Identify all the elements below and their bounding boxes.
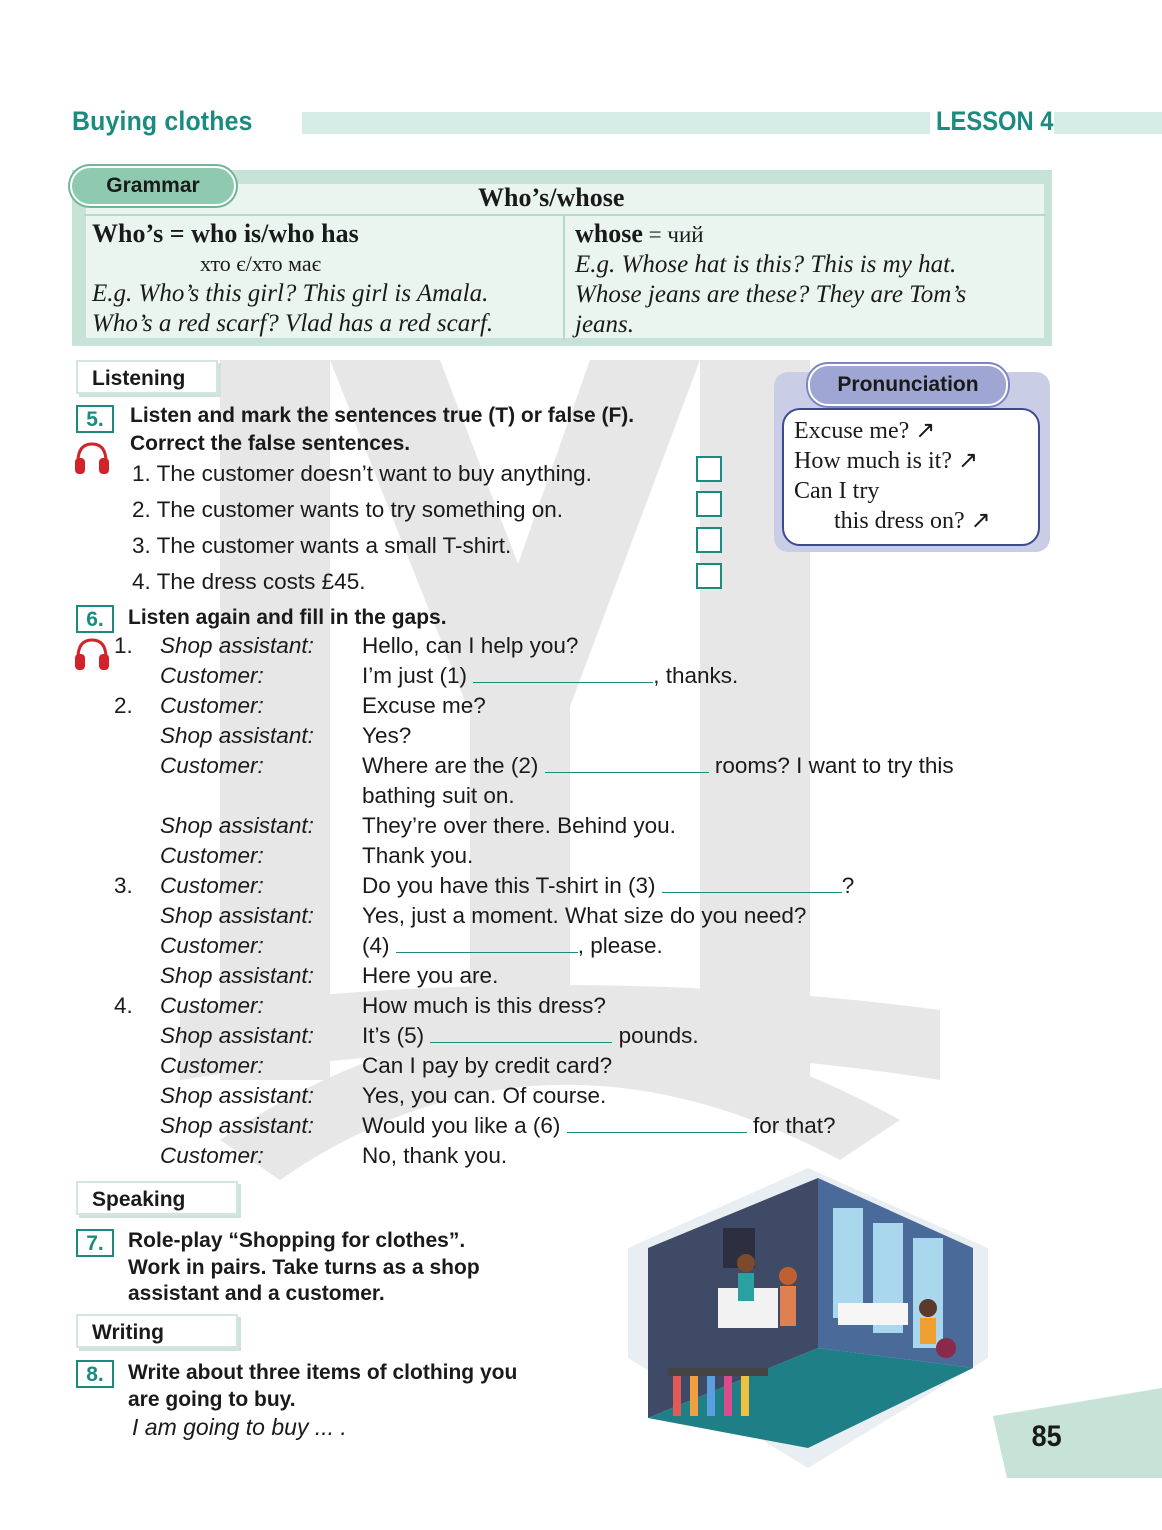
exercise-7-instruction	[128, 1228, 480, 1308]
statement-2: 2. The customer wants to try something on.	[132, 497, 564, 522]
pron-line-2: How much is it? ↗	[794, 448, 979, 474]
section-label-speaking: Speaking	[76, 1181, 238, 1215]
statement-4: 4. The dress costs £45.	[132, 569, 366, 594]
dialogue-line	[362, 933, 663, 959]
answer-checkbox-4[interactable]	[696, 563, 722, 589]
dialogue-speaker: Shop assistant:	[160, 633, 314, 658]
exercise-8-prompt: I am going to buy ... .	[132, 1414, 347, 1440]
dialogue-line	[362, 783, 515, 809]
dialogue-text: Excuse me?	[362, 693, 486, 718]
dialogue-text-after-gap: , thanks.	[653, 663, 739, 688]
exercise-5-instruction-1: Listen and mark the sentences true (T) or false (F).	[130, 404, 635, 427]
dialogue-text: Do you have this T-shirt in (3)	[362, 873, 662, 898]
dialogue-speaker: Customer:	[160, 693, 264, 718]
exercise-7-line-1: Role-play “Shopping for clothes”.	[128, 1229, 466, 1252]
statement-3: 3. The customer wants a small T-shirt.	[132, 533, 512, 558]
rule-whose: whose = чий	[575, 219, 704, 248]
dialogue-text-after-gap: rooms? I want to try this	[708, 753, 954, 778]
dialogue-line	[362, 753, 954, 779]
pron-line-1: Excuse me? ↗	[794, 418, 936, 444]
dialogue-text: Would you like a (6)	[362, 1113, 567, 1138]
dialogue-line	[362, 633, 578, 659]
headphones-icon[interactable]	[72, 636, 112, 672]
answer-checkbox-3[interactable]	[696, 527, 722, 553]
dialogue-line	[362, 1053, 612, 1079]
exercise-number-5: 5.	[76, 405, 114, 433]
exercise-8-instruction	[128, 1359, 517, 1413]
dialogue-line	[362, 1143, 507, 1169]
dialogue-speaker: Customer:	[160, 843, 264, 868]
answer-checkbox-1[interactable]	[696, 456, 722, 482]
dialogue-line	[362, 1083, 606, 1109]
dialogue-number: 3.	[114, 873, 133, 898]
dialogue-text: Yes?	[362, 723, 412, 748]
pronunciation-tab: Pronunciation	[808, 364, 1008, 406]
dialogue-text: It’s (5)	[362, 1023, 431, 1048]
dialogue-speaker: Shop assistant:	[160, 1083, 314, 1108]
page-number: 85	[1031, 1420, 1062, 1453]
exercise-number-8: 8.	[76, 1360, 114, 1388]
statement-1: 1. The customer doesn’t want to buy anything.	[132, 461, 592, 486]
exercise-7-line-3: assistant and a customer.	[128, 1282, 385, 1305]
headphones-icon[interactable]	[72, 440, 112, 476]
fill-in-gap[interactable]	[473, 664, 653, 683]
grammar-heading: Who’s/whose	[478, 183, 625, 212]
dialogue-line	[362, 843, 473, 869]
dialogue-text-after-gap: ?	[841, 873, 855, 898]
answer-checkbox-2[interactable]	[696, 491, 722, 517]
pron-line-3: Can I try	[794, 478, 880, 504]
section-label-writing: Writing	[76, 1314, 238, 1348]
dialogue-text: They’re over there. Behind you.	[362, 813, 676, 838]
exercise-8-line-1: Write about three items of clothing you	[128, 1361, 518, 1384]
dialogue-text: Can I pay by credit card?	[362, 1053, 613, 1078]
dialogue-speaker: Shop assistant:	[160, 903, 314, 928]
dialogue-text: How much is this dress?	[362, 993, 606, 1018]
exercise-number-6: 6.	[76, 605, 114, 633]
dialogue-text-after-gap: , please.	[577, 933, 663, 958]
grammar-tab: Grammar	[70, 166, 236, 206]
grammar-left-column	[92, 219, 562, 339]
dialogue-speaker: Customer:	[160, 1053, 264, 1078]
fill-in-gap[interactable]	[662, 874, 842, 893]
grammar-divider	[84, 214, 1046, 216]
section-label-listening: Listening	[76, 360, 218, 394]
dialogue-text: Where are the (2)	[362, 753, 545, 778]
dialogue-text-after-gap: for that?	[746, 1113, 836, 1138]
dialogue-speaker: Customer:	[160, 663, 264, 688]
dialogue-number: 1.	[114, 633, 133, 658]
dialogue-text: I’m just (1)	[362, 663, 474, 688]
dialogue-speaker: Customer:	[160, 753, 264, 778]
header-bar-right	[1054, 112, 1162, 134]
exercise-8-line-2: are going to buy.	[128, 1388, 296, 1411]
example-whose-3: jeans.	[575, 311, 635, 338]
dialogue-number: 4.	[114, 993, 133, 1018]
dialogue-text-after-gap: pounds.	[612, 1023, 699, 1048]
dialogue-line	[362, 813, 676, 839]
dialogue-text: Yes, just a moment. What size do you need?	[362, 903, 807, 928]
dialogue-number: 2.	[114, 693, 133, 718]
clothing-shop-illustration	[628, 1168, 988, 1468]
grammar-right-column	[575, 219, 1045, 340]
dialogue-line	[362, 903, 806, 929]
dialogue-speaker: Shop assistant:	[160, 1113, 314, 1138]
pronunciation-text	[794, 416, 991, 536]
example-whos-1: E.g. Who’s this girl? This girl is Amala.	[92, 280, 489, 307]
exercise-number-7: 7.	[76, 1229, 114, 1257]
example-whos-2: Who’s a red scarf? Vlad has a red scarf.	[92, 310, 494, 337]
dialogue-text: Here you are.	[362, 963, 499, 988]
exercise-5-instruction-2: Correct the false sentences.	[130, 432, 411, 455]
dialogue-line	[362, 663, 738, 689]
dialogue-speaker: Customer:	[160, 993, 264, 1018]
dialogue-speaker: Shop assistant:	[160, 963, 314, 988]
fill-in-gap[interactable]	[545, 754, 709, 773]
lesson-label: LESSON 4	[936, 106, 1054, 136]
exercise-6-instruction: Listen again and fill in the gaps.	[128, 606, 447, 629]
header-bar	[302, 112, 930, 134]
dialogue-line	[362, 993, 606, 1019]
dialogue-line	[362, 1113, 836, 1139]
dialogue-speaker: Customer:	[160, 873, 264, 898]
dialogue-line	[362, 963, 498, 989]
page-number-badge	[993, 1388, 1162, 1478]
fill-in-gap[interactable]	[396, 934, 578, 953]
dialogue-line	[362, 1023, 699, 1049]
exercise-7-line-2: Work in pairs. Take turns as a shop	[128, 1255, 480, 1279]
dialogue-speaker: Shop assistant:	[160, 813, 314, 838]
dialogue-line	[362, 873, 854, 899]
example-whose-1: E.g. Whose hat is this? This is my hat.	[575, 251, 957, 278]
dialogue-speaker: Shop assistant:	[160, 723, 314, 748]
grammar-column-divider	[563, 216, 565, 340]
fill-in-gap[interactable]	[567, 1114, 747, 1133]
dialogue-text: (4)	[362, 933, 396, 958]
dialogue-line	[362, 693, 486, 719]
unit-title: Buying clothes	[72, 106, 253, 136]
dialogue-text: Yes, you can. Of course.	[362, 1083, 607, 1108]
dialogue-speaker: Shop assistant:	[160, 1023, 314, 1048]
dialogue-text: bathing suit on.	[362, 783, 515, 808]
dialogue-text: No, thank you.	[362, 1143, 508, 1168]
rule-whos: Who’s = who is/who has	[92, 219, 359, 248]
translation-whos: хто є/хто має	[200, 251, 322, 276]
dialogue-text: Thank you.	[362, 843, 474, 868]
dialogue-speaker: Customer:	[160, 933, 264, 958]
dialogue-speaker: Customer:	[160, 1143, 264, 1168]
dialogue-text: Hello, can I help you?	[362, 633, 579, 658]
dialogue-line	[362, 723, 411, 749]
example-whose-2: Whose jeans are these? They are Tom’s	[575, 281, 967, 308]
pron-line-4: this dress on? ↗	[834, 508, 991, 534]
fill-in-gap[interactable]	[430, 1024, 612, 1043]
